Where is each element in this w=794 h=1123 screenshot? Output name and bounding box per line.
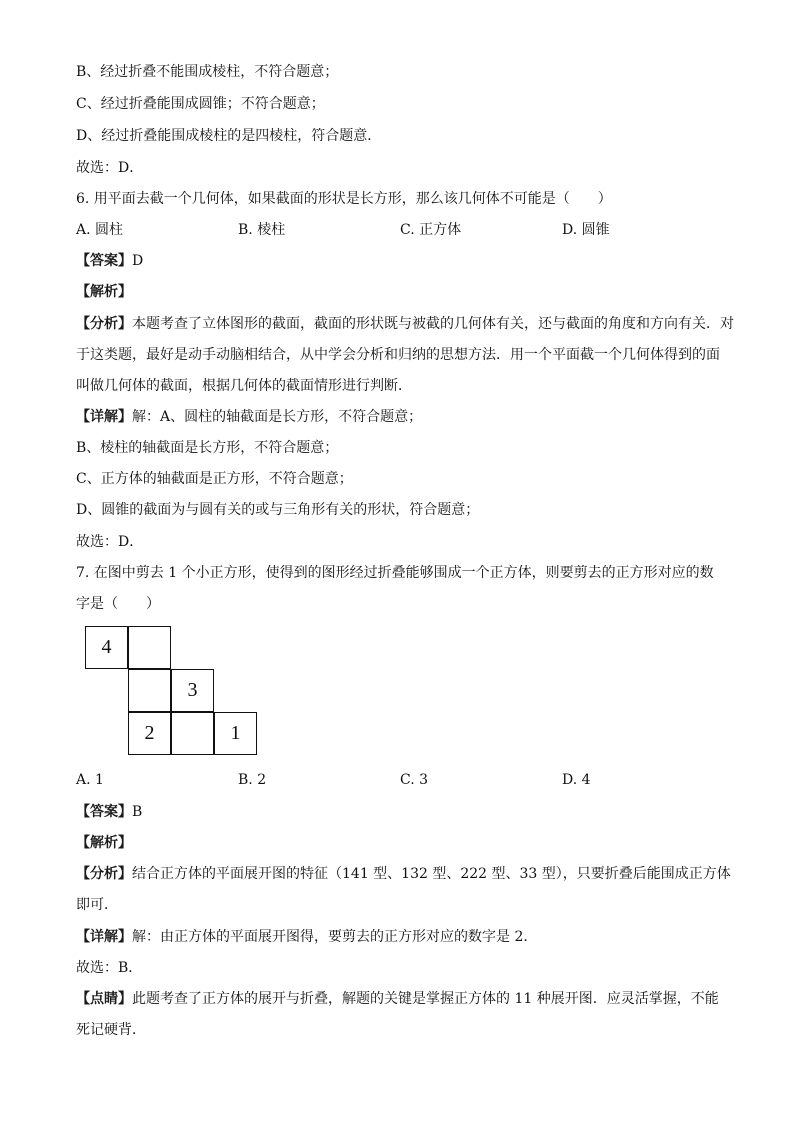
q7-fenxi-line-1	[76, 864, 734, 884]
q6-conclusion: 故选：D．	[76, 534, 144, 550]
q7-answer	[76, 802, 734, 822]
q6-fenxi-label: 【分析】	[76, 316, 132, 332]
q7-analysis-label: 【解析】	[76, 835, 132, 851]
q6-option-a: A. 圆柱	[76, 222, 124, 238]
q6-xiangjie-line-3: C、正方体的轴截面是正方形，不符合题意；	[76, 471, 353, 487]
q7-dianjing-label: 【点睛】	[76, 991, 132, 1007]
q6-analysis-label: 【解析】	[76, 284, 132, 300]
q6-fenxi-line-1	[76, 314, 734, 334]
q7-question-line-2: 字是（ ）	[76, 596, 160, 612]
q7-option-d: D. 4	[562, 772, 591, 788]
prev-option-b-explanation: B、经过折叠不能围成棱柱，不符合题意；	[76, 64, 339, 80]
prev-option-d-explanation: D、经过折叠能围成棱柱的是四棱柱，符合题意．	[76, 128, 382, 144]
net-cell-blank-bottom	[171, 712, 214, 755]
net-cell-2: 2	[128, 712, 171, 755]
q7-xiangjie-line	[76, 927, 734, 947]
q7-xiangjie-label: 【详解】	[76, 929, 132, 945]
net-cell-3: 3	[171, 669, 214, 712]
q7-fenxi-line-2: 即可．	[76, 897, 118, 913]
q7-option-a: A. 1	[76, 772, 104, 788]
q6-answer-label: 【答案】	[76, 253, 132, 269]
q7-answer-value: B	[132, 804, 143, 820]
net-cell-1: 1	[214, 712, 257, 755]
q6-question: 6. 用平面去截一个几何体，如果截面的形状是长方形，那么该几何体不可能是（ ）	[76, 191, 612, 207]
q7-dianjing-line-1	[76, 989, 734, 1009]
q6-option-d: D. 圆锥	[562, 222, 610, 238]
q6-fenxi-text-1: 本题考查了立体图形的截面，截面的形状既与被截的几何体有关，还与截面的角度和方向有关．对	[132, 316, 734, 332]
q7-option-c: C. 3	[400, 772, 429, 788]
cube-net-figure	[85, 626, 260, 756]
q7-question-line-1: 7. 在图中剪去 1 个小正方形，使得到的图形经过折叠能够围成一个正方体，则要剪去的正方形对应的数	[76, 565, 714, 581]
prev-option-c-explanation: C、经过折叠能围成圆锥；不符合题意；	[76, 96, 325, 112]
q7-fenxi-text-1: 结合正方体的平面展开图的特征（141 型、132 型、222 型、33 型），只要折叠后能围成正方体	[132, 866, 731, 882]
q7-dianjing-text-1: 此题考查了正方体的展开与折叠，解题的关键是掌握正方体的 11 种展开图．应灵活掌握，不能	[132, 991, 719, 1007]
q6-xiangjie-line-2: B、棱柱的轴截面是长方形，不符合题意；	[76, 440, 339, 456]
q7-answer-label: 【答案】	[76, 804, 132, 820]
q6-fenxi-line-3: 叫做几何体的截面，根据几何体的截面情形进行判断．	[76, 378, 412, 394]
q6-option-b: B. 棱柱	[238, 222, 286, 238]
q6-xiangjie-line-4: D、圆锥的截面为与圆有关的或与三角形有关的形状，符合题意；	[76, 502, 480, 518]
q6-answer-value: D	[132, 253, 144, 269]
q7-conclusion: 故选：B．	[76, 960, 143, 976]
prev-conclusion: 故选：D．	[76, 160, 144, 176]
net-cell-blank-middle	[128, 669, 171, 712]
q6-xiangjie-label: 【详解】	[76, 409, 132, 425]
q6-option-c: C. 正方体	[400, 222, 462, 238]
q6-answer	[76, 251, 734, 271]
q6-xiangjie-text-1: 解：A、圆柱的轴截面是长方形，不符合题意；	[132, 409, 423, 425]
q7-option-b: B. 2	[238, 772, 267, 788]
q6-xiangjie-line-1	[76, 407, 734, 427]
q6-fenxi-line-2: 于这类题，最好是动手动脑相结合，从中学会分析和归纳的思想方法．用一个平面截一个几何体得到的面	[76, 347, 720, 363]
net-cell-blank-top	[128, 626, 171, 669]
q7-xiangjie-text: 解：由正方体的平面展开图得，要剪去的正方形对应的数字是 2．	[132, 929, 538, 945]
q7-dianjing-line-2: 死记硬背．	[76, 1022, 146, 1038]
net-cell-4: 4	[85, 626, 128, 669]
q7-fenxi-label: 【分析】	[76, 866, 132, 882]
